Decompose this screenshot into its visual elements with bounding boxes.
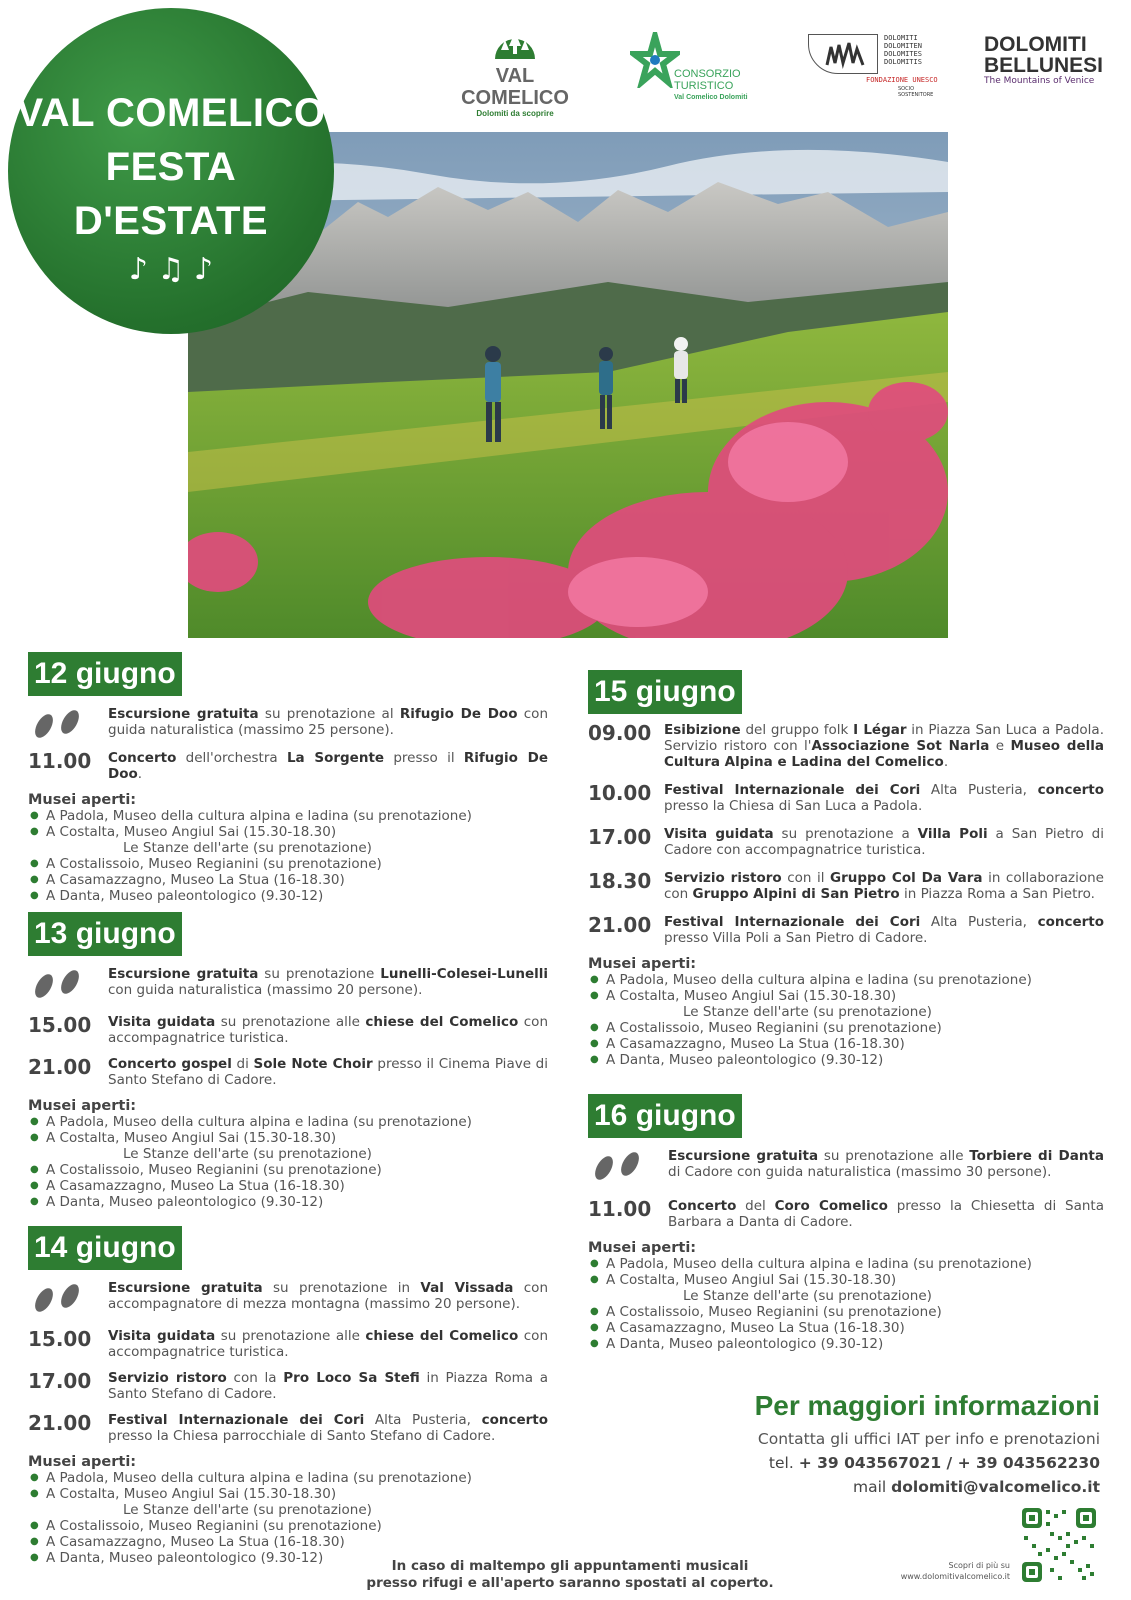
fondazione-line-4: DOLOMITIS xyxy=(884,58,922,66)
musei-heading: Musei aperti: xyxy=(588,1240,697,1256)
footprints-icon xyxy=(588,1148,668,1186)
logo-val-comelico xyxy=(440,26,590,118)
tree-logo-icon xyxy=(492,26,538,60)
event-time: 17.00 xyxy=(28,1369,92,1393)
event-time: 11.00 xyxy=(588,1197,652,1221)
info-tel-row: tel. + 39 043567021 / + 39 043562230 xyxy=(768,1454,1100,1472)
musei-heading: Musei aperti: xyxy=(28,1454,137,1470)
info-contact: Contatta gli uffici IAT per info e prenotazioni xyxy=(757,1430,1100,1448)
day-14-giugno xyxy=(28,1226,548,1566)
event-row: Escursione gratuita su prenotazione Lunelli-Colesei-Lunelli con guida naturalistica (massimo 20 persone). xyxy=(28,966,548,1004)
event-row: Escursione gratuita su prenotazione in Val Vissada con accompagnatore di mezza montagna (massimo 20 persone). xyxy=(28,1280,548,1318)
day-15-giugno xyxy=(588,670,1104,1068)
event-time: 17.00 xyxy=(588,825,652,849)
musei-heading: Musei aperti: xyxy=(588,956,697,972)
event-row: 15.00 Visita guidata su prenotazione alle chiese del Comelico con accompagnatrice turistica. xyxy=(28,1013,548,1046)
dolomiti-bellunesi-line2: BELLUNESI xyxy=(984,54,1104,77)
logo-dolomiti-bellunesi xyxy=(984,34,1114,86)
day-16-giugno xyxy=(588,1094,1104,1352)
day-13-giugno xyxy=(28,912,548,1210)
info-title: Per maggiori informazioni xyxy=(754,1390,1100,1421)
title-line-2: FESTA xyxy=(105,145,237,189)
info-mail[interactable]: dolomiti@valcomelico.it xyxy=(891,1478,1100,1496)
title-badge xyxy=(8,8,334,334)
musei-heading: Musei aperti: xyxy=(28,792,137,808)
event-row: 21.00 Concerto gospel di Sole Note Choir presso il Cinema Piave di Santo Stefano di Cadore. xyxy=(28,1055,548,1088)
fondazione-line-2: DOLOMITEN xyxy=(884,42,922,50)
mountains-logo-icon xyxy=(808,34,878,74)
event-row: 09.00 Esibizione del gruppo folk I Légar in Piazza San Luca a Padola. Servizio ristoro con l'Associazione Sot Narla e Museo della Cultura Alpina e Ladina del Comelico. xyxy=(588,721,1104,770)
star-logo-icon xyxy=(630,32,680,88)
logo-consorzio xyxy=(630,32,780,102)
footprints-icon xyxy=(28,966,108,1004)
day-label: 14 giugno xyxy=(28,1226,182,1270)
event-time: 10.00 xyxy=(588,781,652,805)
logo-consorzio-line3: Val Comelico Dolomiti xyxy=(674,94,748,101)
website-link[interactable]: www.dolomitivalcomelico.it xyxy=(900,1572,1010,1581)
day-label: 12 giugno xyxy=(28,652,182,696)
event-row: 15.00 Visita guidata su prenotazione alle chiese del Comelico con accompagnatrice turistica. xyxy=(28,1327,548,1360)
fondazione-sub: SOCIO SOSTENITORE xyxy=(898,86,934,98)
event-row: Escursione gratuita su prenotazione al Rifugio De Doo con guida naturalistica (massimo 25 persone). xyxy=(28,706,548,744)
event-row: 21.00 Festival Internazionale dei Cori Alta Pusteria, concerto presso Villa Poli a San Pietro di Cadore. xyxy=(588,913,1104,946)
day-12-giugno xyxy=(28,652,548,904)
logo-consorzio-line1: CONSORZIO xyxy=(674,68,741,80)
musei-heading: Musei aperti: xyxy=(28,1098,137,1114)
event-time: 11.00 xyxy=(28,749,92,773)
qr-code-icon[interactable] xyxy=(1020,1506,1098,1584)
music-notes-icon: ♪ ♫ ♪ xyxy=(128,252,214,287)
weather-note: In caso di maltempo gli appuntamenti musicali presso rifugi e all'aperto saranno spostati al coperto. xyxy=(366,1558,774,1591)
event-row: 11.00 Concerto del Coro Comelico presso la Chiesetta di Santa Barbara a Danta di Cadore. xyxy=(588,1197,1104,1230)
event-time: 15.00 xyxy=(28,1013,92,1037)
event-row: 17.00 Servizio ristoro con la Pro Loco Sa Stefi in Piazza Roma a Santo Stefano di Cadore. xyxy=(28,1369,549,1402)
event-time: 21.00 xyxy=(28,1411,92,1435)
logo-fondazione-unesco xyxy=(808,34,938,100)
info-mail-row: mail dolomiti@valcomelico.it xyxy=(853,1478,1100,1496)
dolomiti-bellunesi-tagline: The Mountains of Venice xyxy=(984,76,1095,86)
day-label: 16 giugno xyxy=(588,1094,742,1138)
event-row: 17.00 Visita guidata su prenotazione a Villa Poli a San Pietro di Cadore con accompagnatrice turistica. xyxy=(588,825,1105,858)
footprints-icon xyxy=(28,706,108,744)
event-time: 21.00 xyxy=(28,1055,92,1079)
event-row: 21.00 Festival Internazionale dei Cori Alta Pusteria, concerto presso la Chiesa parrocchiale di Santo Stefano di Cadore. xyxy=(28,1411,548,1444)
event-row: 11.00 Concerto dell'orchestra La Sorgente presso il Rifugio De Doo. xyxy=(28,749,549,782)
musei-list: ● A Padola, Museo della cultura alpina e ladina (su prenotazione) ● A Costalta, Museo Angiul Sai (15.30-18.30) Le Stanze dell'arte (su prenotazione) ● A Costalissoio, Museo Regianini (su prenotazione) ● A Casamazzagno, Museo La Stua (16-18.30) ● A Danta, Museo paleontologico (9.30-12) xyxy=(28,808,548,904)
qr-caption: Scopri di più su www.dolomitivalcomelico.it xyxy=(880,1560,1010,1582)
fondazione-line-3: DOLOMITES xyxy=(884,50,922,58)
event-row: 10.00 Festival Internazionale dei Cori Alta Pusteria, concerto presso la Chiesa di San Luca a Padola. xyxy=(588,781,1104,814)
musei-list: ● A Padola, Museo della cultura alpina e ladina (su prenotazione) ● A Costalta, Museo Angiul Sai (15.30-18.30) Le Stanze dell'arte (su prenotazione) ● A Costalissoio, Museo Regianini (su prenotazione) ● A Casamazzagno, Museo La Stua (16-18.30) ● A Danta, Museo paleontologico (9.30-12) xyxy=(588,972,1104,1068)
logo-val-comelico-name: VAL COMELICO xyxy=(461,65,569,109)
info-block xyxy=(720,1390,1100,1496)
day-label: 15 giugno xyxy=(588,670,742,714)
event-row: 18.30 Servizio ristoro con il Gruppo Col Da Vara in collaborazione con Gruppo Alpini di San Pietro in Piazza Roma a San Pietro. xyxy=(588,869,1104,902)
event-time: 21.00 xyxy=(588,913,652,937)
event-row: Escursione gratuita su prenotazione alle Torbiere di Danta di Cadore con guida naturalistica (massimo 30 persone). xyxy=(588,1148,1104,1186)
event-time: 09.00 xyxy=(588,721,652,745)
day-label: 13 giugno xyxy=(28,912,182,956)
title-line-3: D'ESTATE xyxy=(73,199,269,243)
fondazione-org: FONDAZIONE UNESCO xyxy=(866,76,938,84)
event-time: 15.00 xyxy=(28,1327,92,1351)
musei-list: ● A Padola, Museo della cultura alpina e ladina (su prenotazione) ● A Costalta, Museo Angiul Sai (15.30-18.30) Le Stanze dell'arte (su prenotazione) ● A Costalissoio, Museo Regianini (su prenotazione) ● A Casamazzagno, Museo La Stua (16-18.30) ● A Danta, Museo paleontologico (9.30-12) xyxy=(28,1470,548,1566)
musei-list: ● A Padola, Museo della cultura alpina e ladina (su prenotazione) ● A Costalta, Museo Angiul Sai (15.30-18.30) Le Stanze dell'arte (su prenotazione) ● A Costalissoio, Museo Regianini (su prenotazione) ● A Casamazzagno, Museo La Stua (16-18.30) ● A Danta, Museo paleontologico (9.30-12) xyxy=(28,1114,548,1210)
logo-val-comelico-tagline: Dolomiti da scoprire xyxy=(476,109,554,118)
footprints-icon xyxy=(28,1280,108,1318)
title-line-1: VAL COMELICO xyxy=(16,91,326,135)
logo-consorzio-line2: TURISTICO xyxy=(674,80,734,92)
dolomiti-bellunesi-line1: DOLOMITI xyxy=(984,33,1087,56)
musei-list: ● A Padola, Museo della cultura alpina e ladina (su prenotazione) ● A Costalta, Museo Angiul Sai (15.30-18.30) Le Stanze dell'arte (su prenotazione) ● A Costalissoio, Museo Regianini (su prenotazione) ● A Casamazzagno, Museo La Stua (16-18.30) ● A Danta, Museo paleontologico (9.30-12) xyxy=(588,1256,1104,1352)
info-tel[interactable]: + 39 043567021 / + 39 043562230 xyxy=(798,1454,1100,1472)
event-time: 18.30 xyxy=(588,869,652,893)
fondazione-line-1: DOLOMITI xyxy=(884,34,918,42)
